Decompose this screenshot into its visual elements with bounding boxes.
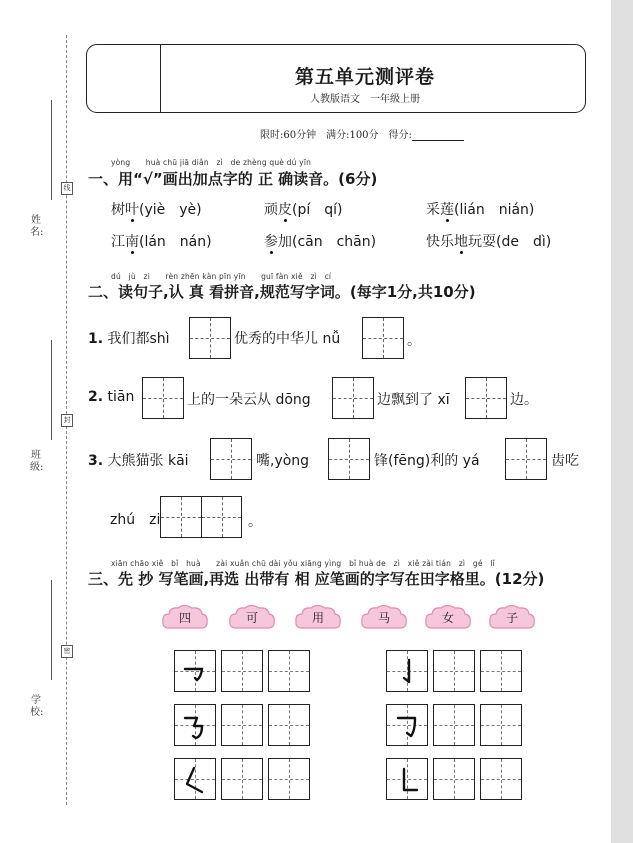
grid-cell[interactable] [333, 378, 373, 418]
item-options: 加(cān chān) [278, 234, 377, 250]
timing-line [260, 126, 464, 141]
q2-text-b: 上的一朵云从 dōng [187, 392, 311, 408]
cloud-char: 子 [505, 611, 518, 625]
q1-text-a: 我们都shì [107, 331, 170, 347]
char-cloud-ma [360, 604, 408, 630]
item-options: (pí qí) [292, 202, 343, 218]
q1-text-b: 优秀的中华儿 nǚ [234, 331, 341, 347]
q1-text-c: 。 [407, 333, 421, 349]
write-cell[interactable] [480, 704, 522, 746]
q1-grid-shi[interactable] [189, 317, 231, 359]
write-cell[interactable] [480, 758, 522, 800]
seal-mark-mi: 密 [61, 645, 73, 658]
q1-number [88, 328, 170, 348]
reading-item-4[interactable] [111, 231, 212, 251]
stroke-row-1 [174, 650, 315, 692]
stroke-hengzhezhezhegou-icon [175, 705, 217, 747]
dotted-char: 地 [454, 234, 468, 250]
dotted-char: 叶 [125, 202, 139, 218]
dotted-char: 参 [264, 234, 278, 250]
dotted-char: 皮 [278, 202, 292, 218]
right-edge-bar [611, 0, 633, 843]
q3-grid-yong[interactable] [328, 438, 370, 480]
item-text-pre: 江 [111, 234, 125, 250]
school-label: 学 校: [30, 695, 44, 718]
title-box-divider [160, 45, 161, 112]
reading-item-1[interactable] [111, 199, 202, 219]
cloud-char: 马 [377, 611, 390, 625]
write-cell[interactable] [433, 704, 475, 746]
stroke-model-cell [174, 704, 216, 746]
cloud-char: 可 [245, 611, 258, 625]
write-cell[interactable] [221, 704, 263, 746]
stroke-model-cell [386, 704, 428, 746]
page-subtitle: 人教版语文 一年级上册 [310, 94, 420, 105]
school-blank-line [51, 580, 52, 680]
section1-pinyin: yòng huà chū jiā diǎn zì de zhèng què dú yīn [111, 158, 312, 167]
reading-item-5[interactable] [264, 231, 376, 251]
stroke-hengzhegou-2-icon [387, 705, 429, 747]
char-cloud-zi [488, 604, 536, 630]
q3-text-f: 。 [248, 514, 262, 530]
q1-num: 1. [88, 331, 104, 347]
stroke-hengzhegou-icon [175, 651, 217, 693]
write-cell[interactable] [480, 650, 522, 692]
q2-grid-xi[interactable] [465, 377, 507, 419]
q2-text-a: tiān [107, 389, 135, 405]
item-options: (yiè yè) [139, 202, 202, 218]
class-label: 班 级: [30, 450, 44, 473]
section3-heading: 三、先 抄 写笔画,再选 出带有 相 应笔画的字写在田字格里。(12分) [88, 570, 545, 588]
stroke-row-2 [174, 704, 315, 746]
item-text-pre: 树 [111, 202, 125, 218]
stroke-model-cell [386, 650, 428, 692]
item-options: 玩耍(de dì) [468, 234, 552, 250]
section1-heading: 一、用“√”画出加点字的 正 确读音。(6分) [88, 170, 378, 188]
score-blank[interactable] [412, 130, 464, 141]
q3-grid-zhuzi[interactable] [160, 496, 242, 538]
char-cloud-ke [228, 604, 276, 630]
write-cell[interactable] [221, 650, 263, 692]
write-cell[interactable] [268, 758, 310, 800]
write-cell[interactable] [221, 758, 263, 800]
char-cloud-yong [294, 604, 342, 630]
cloud-char: 四 [178, 611, 191, 625]
grid-cell[interactable] [143, 378, 183, 418]
q3-grid-ya[interactable] [505, 438, 547, 480]
stroke-model-cell [174, 758, 216, 800]
char-cloud-si [161, 604, 209, 630]
class-blank-line [51, 340, 52, 440]
grid-cell[interactable] [466, 378, 506, 418]
reading-item-6[interactable] [426, 231, 551, 251]
name-blank-line [51, 100, 52, 200]
write-cell[interactable] [268, 704, 310, 746]
grid-cell[interactable] [506, 439, 546, 479]
item-options: (lián nián) [454, 202, 535, 218]
item-options: (lán nán) [139, 234, 212, 250]
q3-text-e: zhú zi [110, 512, 161, 528]
grid-cell[interactable] [329, 439, 369, 479]
q1-grid-nv[interactable] [362, 317, 404, 359]
q2-text-c: 边飘到了 xī [377, 392, 450, 408]
seal-mark-feng: 封 [61, 414, 73, 427]
write-cell[interactable] [268, 650, 310, 692]
cloud-char: 女 [441, 611, 454, 625]
stroke-model-cell [174, 650, 216, 692]
grid-cell[interactable] [363, 318, 403, 358]
q2-text-d: 边。 [510, 392, 538, 408]
dotted-char: 南 [125, 234, 139, 250]
section2-pinyin: dú jù zi rèn zhēn kàn pīn yīn guī fàn xiě zì cí [111, 272, 332, 281]
grid-cell[interactable] [201, 497, 241, 537]
timing-text: 限时:60分钟 满分:100分 得分: [260, 130, 412, 141]
name-label: 姓 名: [30, 215, 44, 238]
stroke-row-4 [386, 650, 527, 692]
item-text-pre: 快乐 [426, 234, 454, 250]
section3-pinyin: xiān chāo xiě bǐ huà zài xuǎn chū dài yǒu xiāng yìng bǐ huà de zì xiě zài tián zì gé lǐ [111, 559, 495, 568]
q2-grid-dong[interactable] [332, 377, 374, 419]
reading-item-3[interactable] [426, 199, 534, 219]
q2-num: 2. [88, 389, 104, 405]
q3-num: 3. [88, 453, 104, 469]
stroke-shuzhe-icon [387, 759, 429, 801]
dotted-char: 莲 [440, 202, 454, 218]
section2-heading: 二、读句子,认 真 看拼音,规范写字词。(每字1分,共10分) [88, 283, 476, 301]
stroke-shugou-icon [387, 651, 429, 693]
cloud-char: 用 [311, 611, 324, 625]
reading-item-2[interactable] [264, 199, 342, 219]
q3-grid-kai[interactable] [210, 438, 252, 480]
stroke-row-6 [386, 758, 527, 800]
q3-text-b: 嘴,yòng [256, 453, 310, 469]
q3-text-a: 大熊猫张 kāi [107, 453, 189, 469]
write-cell[interactable] [433, 650, 475, 692]
q3-text-c: 锋(fēng)利的 yá [374, 453, 480, 469]
grid-cell[interactable] [190, 318, 230, 358]
q3-text-d: 齿吃 [551, 453, 579, 469]
char-cloud-nv [424, 604, 472, 630]
stroke-piezhe-icon [175, 759, 217, 801]
q2-grid-tian[interactable] [142, 377, 184, 419]
stroke-row-3 [174, 758, 315, 800]
q2-number [88, 389, 134, 405]
grid-cell[interactable] [161, 497, 201, 537]
stroke-row-5 [386, 704, 527, 746]
item-text-pre: 顽 [264, 202, 278, 218]
seal-mark-xian: 线 [61, 182, 73, 195]
page-title: 第五单元测评卷 [294, 66, 435, 88]
grid-cell[interactable] [211, 439, 251, 479]
stroke-model-cell [386, 758, 428, 800]
q3-number [88, 450, 189, 470]
item-text-pre: 采 [426, 202, 440, 218]
write-cell[interactable] [433, 758, 475, 800]
